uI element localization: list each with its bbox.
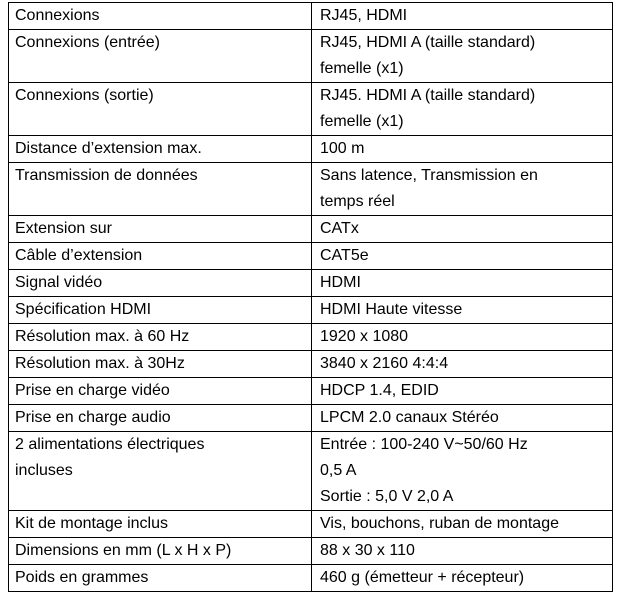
spec-label: Prise en charge vidéo <box>9 378 312 405</box>
table-row <box>9 405 613 432</box>
spec-label: Câble d’extension <box>9 243 312 270</box>
table-row <box>9 243 613 270</box>
spec-value: 1920 x 1080 <box>312 324 613 351</box>
spec-value: RJ45, HDMI A (taille standard) femelle (x1) <box>312 30 613 83</box>
table-row <box>9 3 613 30</box>
table-row <box>9 270 613 297</box>
spec-value: RJ45, HDMI <box>312 3 613 30</box>
table-row <box>9 324 613 351</box>
spec-value: 3840 x 2160 4:4:4 <box>312 351 613 378</box>
spec-label: Signal vidéo <box>9 270 312 297</box>
spec-label: Connexions (entrée) <box>9 30 312 83</box>
spec-label: Prise en charge audio <box>9 405 312 432</box>
spec-label: Distance d’extension max. <box>9 136 312 163</box>
spec-label: Dimensions en mm (L x H x P) <box>9 538 312 565</box>
spec-value: CATx <box>312 216 613 243</box>
spec-label: Spécification HDMI <box>9 297 312 324</box>
spec-label: Résolution max. à 30Hz <box>9 351 312 378</box>
spec-value: CAT5e <box>312 243 613 270</box>
table-row <box>9 378 613 405</box>
spec-label: Transmission de données <box>9 163 312 216</box>
table-row <box>9 565 613 592</box>
table-row <box>9 538 613 565</box>
spec-value: HDMI <box>312 270 613 297</box>
table-row <box>9 163 613 216</box>
spec-label: Connexions (sortie) <box>9 83 312 136</box>
spec-label: Connexions <box>9 3 312 30</box>
specifications-table <box>8 2 613 592</box>
spec-value: RJ45. HDMI A (taille standard) femelle (x1) <box>312 83 613 136</box>
spec-value: Vis, bouchons, ruban de montage <box>312 511 613 538</box>
spec-label: Poids en grammes <box>9 565 312 592</box>
spec-value: Sans latence, Transmission en temps réel <box>312 163 613 216</box>
spec-value: 100 m <box>312 136 613 163</box>
table-row <box>9 30 613 83</box>
spec-value: 88 x 30 x 110 <box>312 538 613 565</box>
spec-value: LPCM 2.0 canaux Stéréo <box>312 405 613 432</box>
spec-label: Kit de montage inclus <box>9 511 312 538</box>
table-row <box>9 216 613 243</box>
table-row <box>9 136 613 163</box>
spec-value: HDMI Haute vitesse <box>312 297 613 324</box>
spec-value: 460 g (émetteur + récepteur) <box>312 565 613 592</box>
spec-label: Extension sur <box>9 216 312 243</box>
spec-value: HDCP 1.4, EDID <box>312 378 613 405</box>
specifications-table-body <box>9 3 613 592</box>
spec-value: Entrée : 100-240 V~50/60 Hz 0,5 A Sortie : 5,0 V 2,0 A <box>312 432 613 511</box>
table-row <box>9 432 613 511</box>
table-row <box>9 511 613 538</box>
table-row <box>9 297 613 324</box>
spec-label: Résolution max. à 60 Hz <box>9 324 312 351</box>
table-row <box>9 351 613 378</box>
spec-label: 2 alimentations électriques incluses <box>9 432 312 511</box>
table-row <box>9 83 613 136</box>
